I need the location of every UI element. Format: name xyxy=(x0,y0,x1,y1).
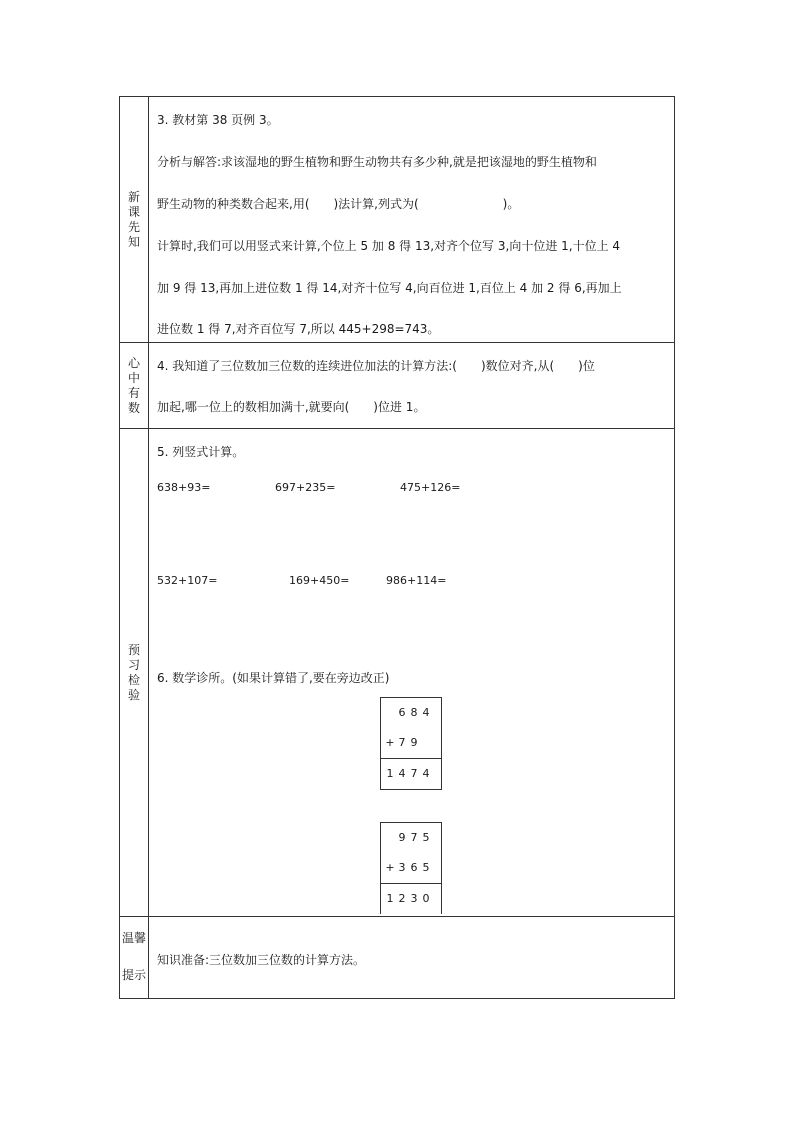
q6-title: 6. 数学诊所。(如果计算错了,要在旁边改正) xyxy=(157,671,390,685)
q3-analysis-line-1: 分析与解答:求该湿地的野生植物和野生动物共有多少种,就是把该湿地的野生植物和 xyxy=(157,155,597,169)
vertical-calculation-2 xyxy=(380,822,442,914)
q4-line-2: 加起,哪一位上的数相加满十,就要向( )位进 1。 xyxy=(157,400,426,414)
tip-text: 知识准备:三位数加三位数的计算方法。 xyxy=(157,953,366,967)
digit: 0 xyxy=(422,892,430,905)
digit: 3 xyxy=(398,861,406,874)
section-label-xinzhong xyxy=(120,343,149,429)
calc-result xyxy=(381,758,441,789)
q3-title: 3. 教材第 38 页例 3。 xyxy=(157,113,279,127)
calc-addend-top xyxy=(381,823,441,853)
digit: 8 xyxy=(410,706,418,719)
q5-expression: 986+114= xyxy=(386,574,447,587)
calc-addend-bottom xyxy=(381,728,441,758)
q5-expression: 697+235= xyxy=(275,481,336,494)
digit: 6 xyxy=(398,706,406,719)
q5-expression: 532+107= xyxy=(157,574,218,587)
section-label-xinke xyxy=(120,97,149,343)
calc-addend-top xyxy=(381,698,441,728)
digit: 4 xyxy=(422,767,430,780)
digit: 7 xyxy=(410,831,418,844)
q5-expression: 638+93= xyxy=(157,481,211,494)
digit: 4 xyxy=(398,767,406,780)
section-label-text: 新课先知 xyxy=(127,189,140,249)
q5-expression: 169+450= xyxy=(289,574,350,587)
vertical-calculation-1 xyxy=(380,697,442,790)
section-label-line-1: 温馨 xyxy=(121,931,146,945)
digit: 9 xyxy=(410,736,418,749)
section-label-text: 预习检验 xyxy=(127,642,140,702)
digit: 4 xyxy=(422,706,430,719)
section-label-yuxi xyxy=(120,429,149,917)
tip-content xyxy=(149,917,675,999)
calc-result xyxy=(381,883,441,914)
digit: 1 xyxy=(386,892,394,905)
digit: 7 xyxy=(410,767,418,780)
plus-sign: + xyxy=(385,736,395,749)
digit: 6 xyxy=(410,861,418,874)
digit: 5 xyxy=(422,831,430,844)
q5-title: 5. 列竖式计算。 xyxy=(157,445,245,459)
xinke-content xyxy=(149,97,675,343)
section-label-text: 心中有数 xyxy=(127,355,140,415)
section-label-wenxin xyxy=(120,917,149,999)
digit: 5 xyxy=(422,861,430,874)
q3-calc-line-2: 加 9 得 13,再加上进位数 1 得 14,对齐十位写 4,向百位进 1,百位上 4 加 2 得 6,再加上 xyxy=(157,281,622,295)
calc-addend-bottom xyxy=(381,853,441,883)
q5-expression: 475+126= xyxy=(400,481,461,494)
digit: 7 xyxy=(398,736,406,749)
worksheet-table xyxy=(119,96,675,999)
q3-analysis-line-2: 野生动物的种类数合起来,用( )法计算,列式为( )。 xyxy=(157,197,520,211)
q4-line-1: 4. 我知道了三位数加三位数的连续进位加法的计算方法:( )数位对齐,从( )位 xyxy=(157,359,595,373)
digit: 9 xyxy=(398,831,406,844)
digit: 1 xyxy=(386,767,394,780)
plus-sign: + xyxy=(385,861,395,874)
digit: 3 xyxy=(410,892,418,905)
section-label-line-2: 提示 xyxy=(121,968,146,982)
xinzhong-content xyxy=(149,343,675,429)
yuxi-content xyxy=(149,429,675,917)
q3-calc-line-1: 计算时,我们可以用竖式来计算,个位上 5 加 8 得 13,对齐个位写 3,向十位进 1,十位上 4 xyxy=(157,239,621,253)
q3-calc-line-3: 进位数 1 得 7,对齐百位写 7,所以 445+298=743。 xyxy=(157,322,440,336)
digit: 2 xyxy=(398,892,406,905)
